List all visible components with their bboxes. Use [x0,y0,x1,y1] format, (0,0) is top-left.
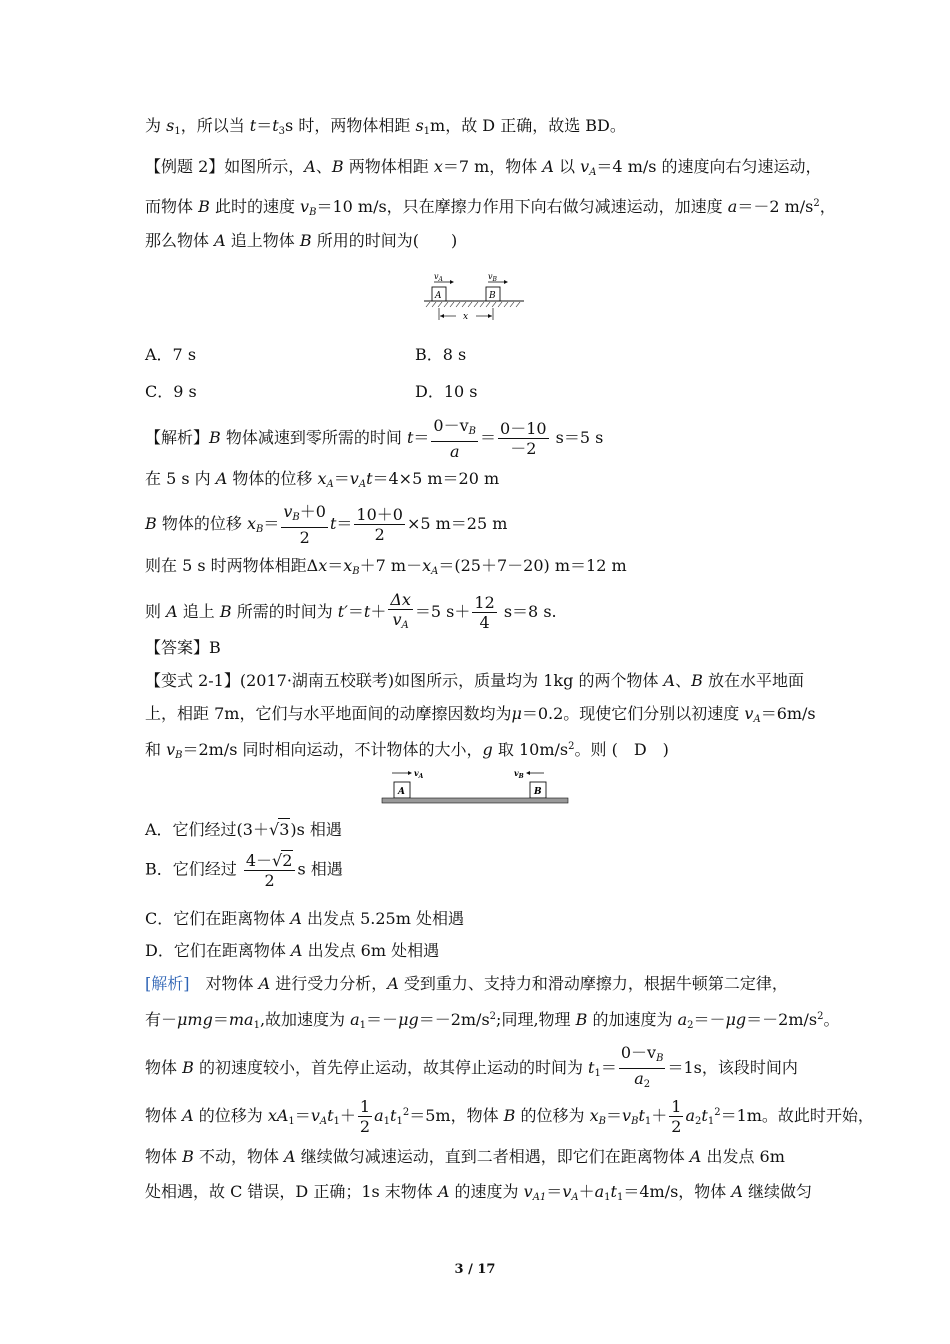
svg-text:A: A [435,291,442,301]
variant-option-a: A．它们经过(3＋√3)s 相遇 [145,820,342,839]
solution-2-1-line-3: 物体 B 的初速度较小，首先停止运动，故其停止运动的时间为 $t_1=$ $\frac{0-v_B}{a_2}$ ＝1s，该段时间内 [145,1043,798,1094]
fraction: $\frac{1}{2}$ [671,1097,682,1136]
option-b: B．8 s [415,345,467,364]
variant-option-c: C．它们在距离物体 A 出发点 5.25m 处相遇 [145,909,464,928]
figure-label-x: x [463,312,469,322]
option-a: A．7 s [145,345,197,364]
fraction: $\frac{\Delta x}{v_A}$ [390,590,411,631]
fraction: $\frac{10+0}{2}$ [356,505,403,544]
page-number: 3 / 17 [454,1262,496,1277]
example-2-line-2: 而物体 B 此时的速度 $v_B=10$ m/s，只在摩擦力作用下向右做匀减速运动，加速度 a＝－2 $m/s^2$， [145,197,836,218]
variant-2-1-line-2: 上，相距 7m，它们与水平地面间的动摩擦因数均为μ＝0.2。现使它们分别以初速度 $v_A=6m/s$ [145,704,816,725]
variant-2-1-line-1: 【变式 2-1】(2017·湖南五校联考)如图所示，质量均为 1kg 的两个物体 A、B 放在水平地面 [145,671,804,690]
fraction: $\frac{v_B+0}{2}$ [283,502,326,547]
solution-2-line-1: 【解析】B 物体减速到零所需的时间 t＝ $\frac{0-v_B}{a}$ ＝ $\frac{0-10}{-2}$ s＝5 s [145,416,604,461]
solution-2-line-5: 则 A 追上 B 所需的时间为 t′＝t＋ $\frac{\Delta x}{v_A}$ ＝5 s＋ $\frac{12}{4}$ s＝8 s. [145,590,557,635]
example-2-line-3: 那么物体 A 追上物体 B 所用的时间为( ) [145,231,458,250]
option-d: D．10 s [415,382,478,401]
figure-label-va: $v_A$ [414,768,424,780]
fraction: $\frac{4-√2}{2}$ [244,850,296,890]
solution-2-1-line-1: [解析] 对物体 A 进行受力分析，A 受到重力、支持力和滑动摩擦力，根据牛顿第二定律， [145,974,788,993]
svg-text:A: A [398,787,405,797]
ground [382,798,568,803]
example-2-figure [420,268,530,324]
solution-2-1-line-5: 物体 B 不动，物体 A 继续做匀减速运动，直到二者相遇，即它们在距离物体 A 出发点 6m [145,1147,785,1166]
fraction: $\frac{0-10}{-2}$ [500,419,547,458]
solution-2-line-3: B 物体的位移 $x_B=$ $\frac{v_B+0}{2}$ t＝ $\frac{10+0}{2}$ ×5 m＝25 m [145,502,508,547]
solution-2-1-line-4: 物体 A 的位移为 $xA_1=v_At_1+$ $\frac{1}{2}$ $a_1t_1^2=5m$，物体 B 的位移为 $x_B=v_Bt_1+$ $\frac{1}{2}$ $a_2t_1^2=1m$。故此时开始， [145,1097,874,1136]
fraction: $\frac{1}{2}$ [359,1097,371,1136]
fraction: $\frac{0-v_B}{a}$ [433,416,477,461]
variant-2-1-line-3: 和 $v_B=2m/s$ 同时相向运动，不计物体的大小，g 取 $10m/s^2$。则 ( D ) [145,740,669,761]
answer-2: 【答案】B [145,638,221,657]
solution-2-1-line-2: 有$-\mu mg=ma_1$,故加速度为 $a_1=-\mu g=-2m/s^2$;同理,物理 B 的加速度为 $a_2=-\mu g=-2m/s^2$。 [145,1010,840,1031]
solution-2-line-2: 在 5 s 内 A 物体的位移 $x_A=v_At=4\times 5$ m＝20 m [145,469,500,490]
figure-label-va: $v_A$ [434,272,443,283]
example-2-line-1: 【例题 2】如图所示，A、B 两物体相距 x＝7 m，物体 A 以 $v_A=4$ m/s 的速度向右匀速运动， [145,157,822,178]
variant-option-b: B．它们经过 $\frac{4-√2}{2}$ s 相遇 [145,851,343,890]
variant-2-1-figure [380,766,570,806]
fraction: $\frac{12}{4}$ [474,593,495,632]
svg-text:B: B [534,787,542,797]
svg-text:B: B [489,291,496,301]
figure-label-vb: $v_B$ [488,272,497,283]
figure-label-vb: $v_B$ [514,768,524,780]
fraction: $\frac{0-v_B}{a_2}$ [620,1043,664,1090]
variant-option-d: D．它们在距离物体 A 出发点 6m 处相遇 [145,941,440,960]
option-c: C．9 s [145,382,197,401]
text-line: 为 $s_1$，所以当 $t=t_3s$ 时，两物体相距 $s_1m$，故 D 正确，故选 BD。 [145,116,626,137]
solution-2-line-4: 则在 5 s 时两物体相距$\Delta x=x_B+7$ $m-x_A=(25+7-20)$ m＝12 m [145,556,627,577]
solution-2-1-line-6: 处相遇，故 C 错误，D 正确；1s 末物体 A 的速度为 $v_{A1}=v_A+a_1t_1=4m/s$，物体 A 继续做匀 [145,1182,813,1203]
